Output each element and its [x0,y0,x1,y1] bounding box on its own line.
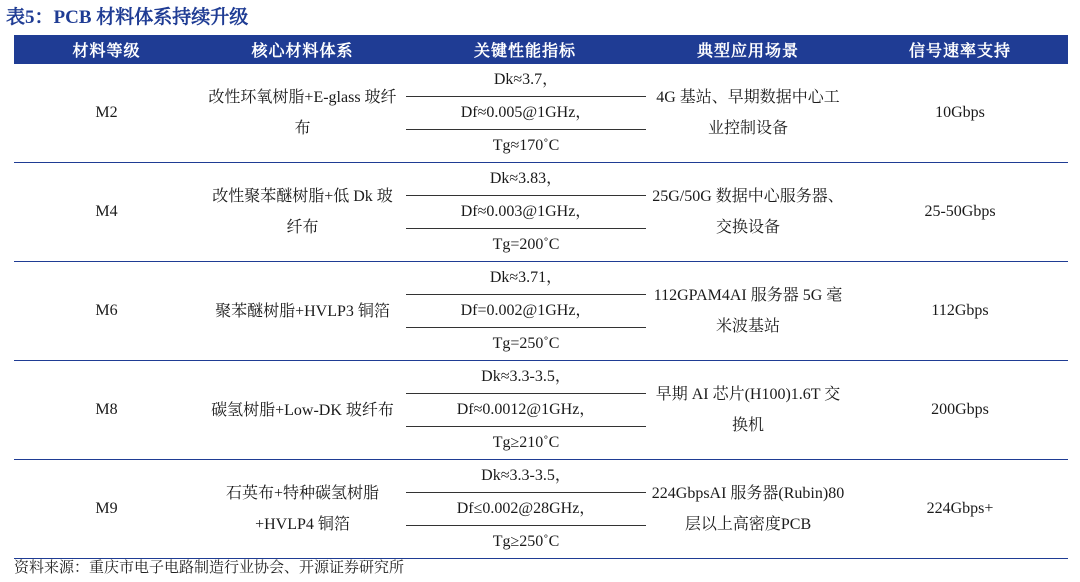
metric-tg: Tg≥250˚C [406,525,646,558]
table-header-row [14,35,1068,64]
metric-tg: Tg=200˚C [406,228,646,261]
cell-metrics [406,262,644,361]
source-note: 资料来源：重庆市电子电路制造行业协会、开源证券研究所 [14,560,405,576]
table-row [14,64,1068,163]
cell-metrics [406,460,644,559]
core-system-text: 改性环氧树脂+E-glass 玻纤布 [208,89,397,137]
cell-core-system [199,460,406,559]
cell-rate: 224Gbps+ [852,460,1068,559]
cell-grade: M2 [95,104,118,121]
metric-df: Df≈0.005@1GHz， [406,96,646,129]
metric-dk: Dk≈3.7， [493,71,559,88]
table-row [14,163,1068,262]
cell-rate: 112Gbps [852,262,1068,361]
cell-rate: 200Gbps [852,361,1068,460]
scenario-text: 25G/50G 数据中心服务器、交换设备 [652,188,844,236]
metric-dk: Dk≈3.3-3.5， [481,368,571,385]
pcb-material-table [14,35,1068,559]
cell-scenario [644,361,852,460]
table-row [14,460,1068,559]
scenario-text: 112GPAM4AI 服务器 5G 毫米波基站 [653,287,843,335]
metric-dk: Dk≈3.83， [489,170,563,187]
header-signal-rate: 信号速率支持 [852,35,1068,64]
table-row [14,262,1068,361]
cell-metrics [406,163,644,262]
metric-df: Df≤0.002@28GHz， [406,492,646,525]
metric-tg: Tg≥210˚C [406,426,646,459]
header-key-metrics: 关键性能指标 [406,35,644,64]
scenario-text: 4G 基站、早期数据中心工业控制设备 [656,89,840,137]
cell-metrics [406,64,644,163]
cell-scenario [644,163,852,262]
cell-grade: M8 [14,361,199,460]
cell-core-system [199,361,406,460]
cell-grade: M9 [14,460,199,559]
cell-scenario [644,64,852,163]
cell-grade: M6 [14,262,199,361]
scenario-text: 224GbpsAI 服务器(Rubin)80 层以上高密度PCB [651,485,845,533]
metric-dk: Dk≈3.71， [489,269,563,286]
cell-grade: M4 [14,163,199,262]
header-grade: 材料等级 [14,35,199,64]
header-core-system: 核心材料体系 [199,35,406,64]
cell-scenario [644,460,852,559]
metric-tg: Tg=250˚C [406,327,646,360]
cell-scenario [644,262,852,361]
cell-rate: 10Gbps [935,104,985,121]
metric-df: Df=0.002@1GHz， [406,294,646,327]
table-row [14,361,1068,460]
metric-tg: Tg≈170˚C [406,129,646,162]
core-system-text: 碳氢树脂+Low-DK 玻纤布 [211,401,394,419]
table-title: 表5：PCB 材料体系持续升级 [6,7,249,28]
cell-core-system [199,64,406,163]
cell-core-system [199,163,406,262]
core-system-text: 改性聚苯醚树脂+低 Dk 玻纤布 [212,188,393,236]
cell-metrics [406,361,644,460]
scenario-text: 早期 AI 芯片(H100)1.6T 交换机 [655,386,841,434]
metric-df: Df≈0.003@1GHz， [406,195,646,228]
metric-dk: Dk≈3.3-3.5， [481,467,571,484]
metric-df: Df≈0.0012@1GHz， [406,393,646,426]
cell-core-system [199,262,406,361]
core-system-text: 石英布+特种碳氢树脂+HVLP4 铜箔 [225,485,380,533]
header-scenario: 典型应用场景 [644,35,852,64]
core-system-text: 聚苯醚树脂+HVLP3 铜箔 [215,302,390,320]
cell-rate: 25-50Gbps [852,163,1068,262]
